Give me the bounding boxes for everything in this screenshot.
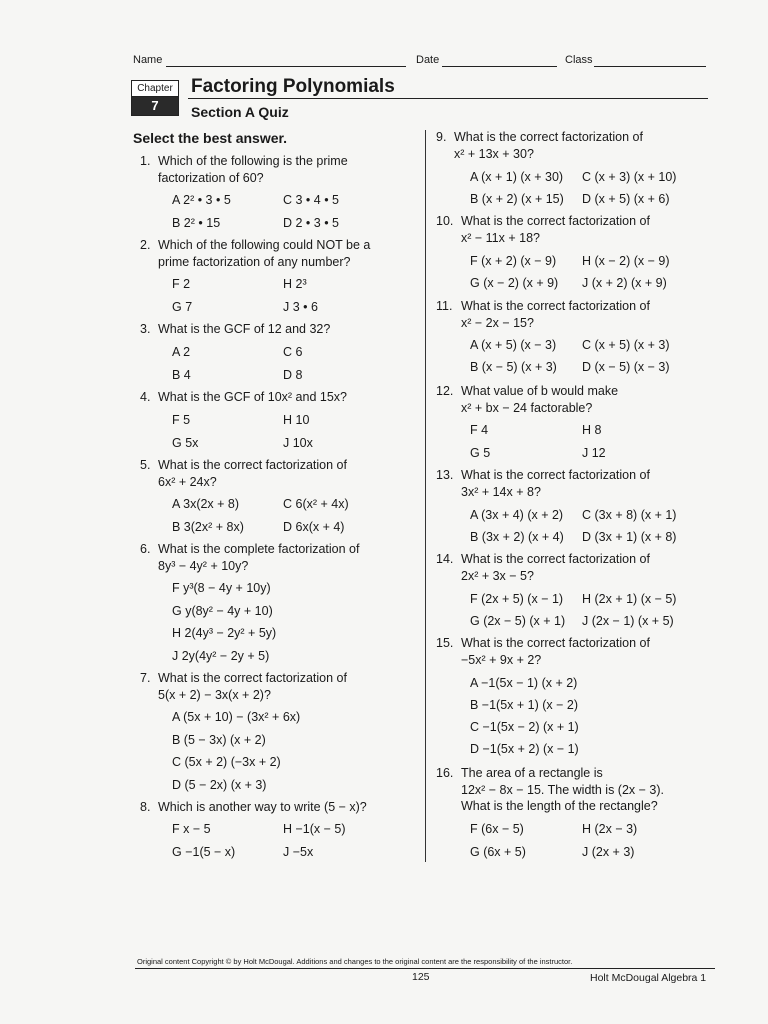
- question-text: 12x² − 8x − 15. The width is (2x − 3).: [461, 782, 664, 797]
- answer-choice[interactable]: D 6x(x + 4): [283, 520, 345, 534]
- question-text: Which of the following is the prime: [158, 154, 348, 168]
- question-number: 6.: [140, 542, 151, 556]
- answer-choice[interactable]: F y³(8 − 4y + 10y): [172, 581, 271, 595]
- answer-choice[interactable]: A (x + 1) (x + 30): [470, 170, 564, 184]
- answer-choice[interactable]: G (6x + 5): [470, 845, 526, 859]
- question-number: 8.: [140, 800, 151, 814]
- question-number: 5.: [140, 458, 151, 472]
- question-text: What is the GCF of 10x² and 15x?: [158, 390, 347, 404]
- question-text: x² + 13x + 30?: [454, 146, 534, 161]
- question-number: 9.: [436, 130, 447, 144]
- answer-choice[interactable]: J 10x: [283, 436, 313, 450]
- question-text: What is the correct factorization of: [158, 458, 347, 472]
- answer-choice[interactable]: F 2: [172, 277, 191, 291]
- answer-choice[interactable]: D (5 − 2x) (x + 3): [172, 778, 267, 792]
- answer-choice[interactable]: A 2² • 3 • 5: [172, 193, 231, 207]
- answer-choice[interactable]: B 2² • 15: [172, 216, 221, 230]
- answer-choice[interactable]: D (x + 5) (x + 6): [582, 192, 670, 206]
- answer-choice[interactable]: J 3 • 6: [283, 300, 318, 314]
- copyright-notice: Original content Copyright © by Holt McDougal. Additions and changes to the original content are the responsibility of the instructor.: [137, 957, 573, 966]
- answer-choice[interactable]: H −1(x − 5): [283, 822, 346, 836]
- footer-rule: [135, 968, 715, 969]
- question-text: prime factorization of any number?: [158, 254, 351, 269]
- date-label: Date: [416, 54, 440, 66]
- question-text: What value of b would make: [461, 384, 619, 398]
- class-line[interactable]: [594, 66, 706, 67]
- answer-choice[interactable]: H (2x + 1) (x − 5): [582, 592, 677, 606]
- answer-choice[interactable]: C 6(x² + 4x): [283, 497, 349, 511]
- question-text: x² + bx − 24 factorable?: [461, 400, 593, 415]
- question-text: 3x² + 14x + 8?: [461, 484, 541, 499]
- answer-choice[interactable]: C (x + 3) (x + 10): [582, 170, 677, 184]
- question-number: 4.: [140, 390, 151, 404]
- answer-choice[interactable]: H (2x − 3): [582, 822, 638, 836]
- page-subtitle: Section A Quiz: [191, 104, 289, 120]
- answer-choice[interactable]: F (2x + 5) (x − 1): [470, 592, 564, 606]
- question-number: 3.: [140, 322, 151, 336]
- question-text: What is the correct factorization of: [461, 636, 650, 650]
- answer-choice[interactable]: J (2x + 3): [582, 845, 635, 859]
- answer-choice[interactable]: J (2x − 1) (x + 5): [582, 614, 674, 628]
- answer-choice[interactable]: J −5x: [283, 845, 314, 859]
- answer-choice[interactable]: A 3x(2x + 8): [172, 497, 240, 511]
- answer-choice[interactable]: F 5: [172, 413, 191, 427]
- question-number: 11.: [436, 299, 453, 313]
- instructions: Select the best answer.: [133, 130, 288, 146]
- answer-choice[interactable]: H 2³: [283, 277, 307, 291]
- answer-choice[interactable]: G (x − 2) (x + 9): [470, 276, 559, 290]
- question-number: 15.: [436, 636, 454, 650]
- answer-choice[interactable]: G −1(5 − x): [172, 845, 236, 859]
- question-number: 13.: [436, 468, 454, 482]
- answer-choice[interactable]: B 4: [172, 368, 191, 382]
- question-text: What is the correct factorization of: [461, 468, 650, 482]
- answer-choice[interactable]: H 8: [582, 423, 602, 437]
- question-text: What is the complete factorization of: [158, 542, 360, 556]
- question-text: What is the correct factorization of: [461, 299, 650, 313]
- question-text: What is the correct factorization of: [461, 552, 650, 566]
- answer-choice[interactable]: G 7: [172, 300, 193, 314]
- page-title: Factoring Polynomials: [191, 76, 395, 97]
- answer-choice[interactable]: C (3x + 8) (x + 1): [582, 508, 677, 522]
- answer-choice[interactable]: G (2x − 5) (x + 1): [470, 614, 566, 628]
- question-text: 5(x + 2) − 3x(x + 2)?: [158, 687, 271, 702]
- question-text: 8y³ − 4y² + 10y?: [158, 558, 249, 573]
- title-rule: [188, 98, 708, 99]
- question-number: 16.: [436, 766, 454, 780]
- answer-choice[interactable]: A 2: [172, 345, 191, 359]
- question-text: 2x² + 3x − 5?: [461, 568, 534, 583]
- answer-choice[interactable]: H (x − 2) (x − 9): [582, 254, 670, 268]
- answer-choice[interactable]: C −1(5x − 2) (x + 1): [470, 720, 579, 734]
- answer-choice[interactable]: D 2 • 3 • 5: [283, 216, 339, 230]
- answer-choice[interactable]: C 6: [283, 345, 303, 359]
- chapter-badge: [131, 80, 179, 116]
- answer-choice[interactable]: H 2(4y³ − 2y² + 5y): [172, 626, 277, 640]
- answer-choice[interactable]: B (3x + 2) (x + 4): [470, 530, 564, 544]
- class-label: Class: [565, 54, 593, 66]
- question-number: 12.: [436, 384, 454, 398]
- book-title: Holt McDougal Algebra 1: [590, 972, 707, 984]
- answer-choice[interactable]: B 3(2x² + 8x): [172, 520, 244, 534]
- question-text: What is the length of the rectangle?: [461, 799, 658, 813]
- answer-choice[interactable]: G y(8y² − 4y + 10): [172, 604, 273, 618]
- answer-choice[interactable]: J 2y(4y² − 2y + 5): [172, 649, 270, 663]
- answer-choice[interactable]: G 5: [470, 446, 491, 460]
- question-text: x² − 11x + 18?: [461, 230, 540, 245]
- answer-choice[interactable]: B (x + 2) (x + 15): [470, 192, 564, 206]
- answer-choice[interactable]: B (5 − 3x) (x + 2): [172, 733, 266, 747]
- answer-choice[interactable]: J 12: [582, 446, 606, 460]
- answer-choice[interactable]: A (5x + 10) − (3x² + 6x): [172, 710, 301, 724]
- chapter-number: 7: [132, 97, 178, 115]
- answer-choice[interactable]: F (x + 2) (x − 9): [470, 254, 557, 268]
- answer-choice[interactable]: A (3x + 4) (x + 2): [470, 508, 564, 522]
- chapter-label: Chapter: [132, 81, 178, 97]
- answer-choice[interactable]: A (x + 5) (x − 3): [470, 338, 557, 352]
- answer-choice[interactable]: D (x − 5) (x − 3): [582, 360, 670, 374]
- page-number: 125: [412, 971, 430, 983]
- answer-choice[interactable]: D (3x + 1) (x + 8): [582, 530, 677, 544]
- answer-choice[interactable]: F x − 5: [172, 822, 211, 836]
- question-number: 7.: [140, 671, 151, 685]
- name-line[interactable]: [166, 66, 406, 67]
- answer-choice[interactable]: C (5x + 2) (−3x + 2): [172, 755, 281, 769]
- answer-choice[interactable]: A −1(5x − 1) (x + 2): [470, 676, 578, 690]
- question-text: What is the correct factorization of: [158, 671, 347, 685]
- column-divider: [425, 130, 426, 862]
- answer-choice[interactable]: J (x + 2) (x + 9): [582, 276, 667, 290]
- question-number: 14.: [436, 552, 454, 566]
- question-number: 10.: [436, 214, 454, 228]
- question-text: What is the GCF of 12 and 32?: [158, 322, 331, 336]
- answer-choice[interactable]: B −1(5x + 1) (x − 2): [470, 698, 579, 712]
- question-number: 1.: [140, 154, 151, 168]
- date-line[interactable]: [442, 66, 557, 67]
- answer-choice[interactable]: F (6x − 5): [470, 822, 524, 836]
- question-text: What is the correct factorization of: [461, 214, 650, 228]
- answer-choice[interactable]: G 5x: [172, 436, 199, 450]
- question-number: 2.: [140, 238, 151, 252]
- question-text: −5x² + 9x + 2?: [461, 652, 542, 667]
- answer-choice[interactable]: C (x + 5) (x + 3): [582, 338, 670, 352]
- answer-choice[interactable]: F 4: [470, 423, 489, 437]
- answer-choice[interactable]: D −1(5x + 2) (x − 1): [470, 742, 579, 756]
- answer-choice[interactable]: D 8: [283, 368, 303, 382]
- question-text: The area of a rectangle is: [461, 766, 603, 780]
- question-text: 6x² + 24x?: [158, 474, 217, 489]
- question-text: Which of the following could NOT be a: [158, 238, 371, 252]
- answer-choice[interactable]: C 3 • 4 • 5: [283, 193, 339, 207]
- question-text: factorization of 60?: [158, 170, 264, 185]
- answer-choice[interactable]: B (x − 5) (x + 3): [470, 360, 557, 374]
- question-text: x² − 2x − 15?: [461, 315, 534, 330]
- question-text: What is the correct factorization of: [454, 130, 643, 144]
- answer-choice[interactable]: H 10: [283, 413, 310, 427]
- question-text: Which is another way to write (5 − x)?: [158, 800, 367, 814]
- name-label: Name: [133, 54, 163, 66]
